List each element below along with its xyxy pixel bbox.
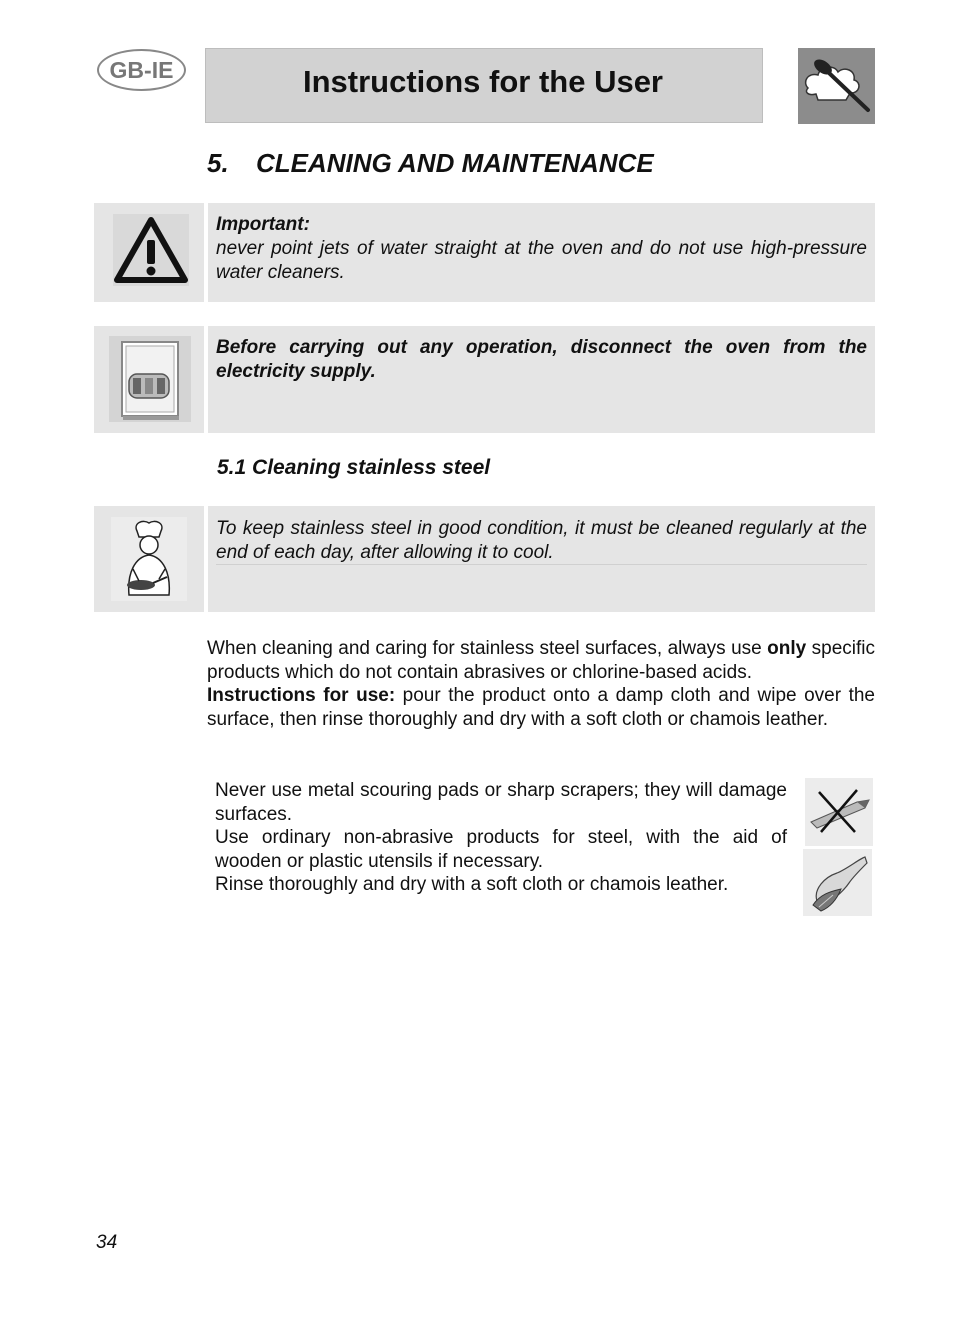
body-p1-before: When cleaning and caring for stainless steel surfaces, always use	[207, 638, 768, 659]
page-title: Instructions for the User	[303, 64, 663, 99]
important-notice	[208, 203, 875, 302]
body-p1-bold: only	[767, 638, 807, 659]
section-number: 5.	[207, 148, 229, 178]
body-p1-after: specific products which do not contain abrasives or chlorine-based acids.	[207, 638, 875, 683]
body-p2-after: pour the product onto a damp cloth and wipe over the surface, then rinse thoroughly and dry with a soft cloth or chamois leather.	[207, 685, 875, 730]
important-label: Important:	[216, 214, 310, 235]
disconnect-icon-cell	[94, 326, 204, 433]
important-icon-cell	[94, 203, 204, 302]
spoon-chef-hat-icon	[798, 48, 875, 124]
tip-line-3: Rinse thoroughly and dry with a soft cloth or chamois leather.	[215, 874, 729, 895]
disconnect-text: Before carrying out any operation, disconnect the oven from the electricity supply.	[216, 337, 867, 382]
disconnect-notice	[208, 326, 875, 433]
chef-icon	[111, 517, 187, 601]
tip-line-1: Never use metal scouring pads or sharp scrapers; they will damage surfaces.	[215, 780, 787, 825]
stainless-text: To keep stainless steel in good condition, it must be cleaned regularly at the end of each day, after allowing it to cool.	[216, 518, 867, 563]
tip-line-2: Use ordinary non-abrasive products for steel, with the aid of wooden or plastic utensils if necessary.	[215, 827, 787, 872]
subsection-title: 5.1 Cleaning stainless steel	[217, 456, 491, 479]
page-number: 34	[96, 1232, 118, 1253]
stainless-icon-cell	[94, 506, 204, 612]
section-title	[207, 148, 654, 179]
body-paragraph-2	[207, 684, 875, 731]
tips-paragraphs	[215, 779, 787, 897]
header-bar	[205, 48, 763, 123]
notice-divider	[216, 564, 867, 565]
warning-triangle-icon	[113, 214, 189, 286]
stainless-notice	[208, 506, 875, 612]
language-badge-label: GB-IE	[109, 56, 174, 83]
important-text: never point jets of water straight at the oven and do not use high-pressure water cleaners.	[216, 238, 867, 283]
section-title-text: CLEANING AND MAINTENANCE	[256, 148, 654, 178]
no-scraper-icon	[805, 778, 873, 846]
body-paragraph-1	[207, 637, 875, 684]
hand-cloth-icon	[803, 849, 872, 916]
electrical-socket-icon	[109, 336, 191, 422]
body-p2-bold: Instructions for use:	[207, 685, 396, 706]
body-paragraphs	[207, 637, 875, 731]
language-badge	[97, 49, 186, 91]
